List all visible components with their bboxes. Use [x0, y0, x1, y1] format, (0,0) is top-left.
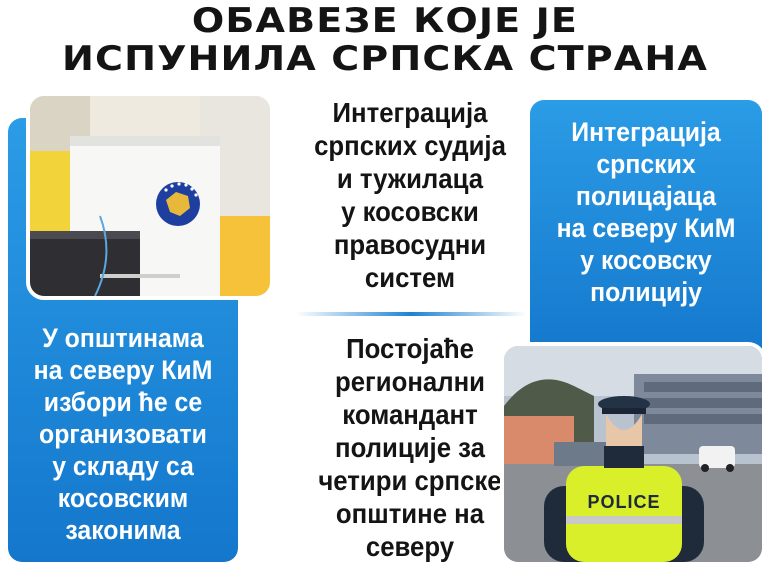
judges-line: правосудни — [333, 229, 487, 260]
commander-line: четири српске — [318, 465, 502, 496]
police-line: на северу КиМ — [556, 213, 736, 243]
commander-line: Постојаће — [346, 333, 474, 364]
police-line: полицајаца — [575, 181, 717, 211]
elections-line: организовати — [39, 419, 207, 449]
elections-line: у складу са — [52, 451, 194, 481]
elections-line: косовским — [57, 483, 189, 513]
elections-line: на северу КиМ — [33, 355, 213, 385]
judges-line: у косовски — [341, 196, 479, 227]
judges-text — [300, 96, 521, 294]
police-officer-photo — [500, 342, 766, 566]
commander-line: регионални — [334, 366, 486, 397]
police-integration-text — [541, 116, 751, 308]
section-divider — [296, 312, 526, 316]
elections-line: избори ће се — [43, 387, 203, 417]
judges-line: и тужилаца — [336, 163, 484, 194]
judges-line: систем — [364, 262, 456, 293]
elections-text — [19, 322, 227, 546]
commander-line: северу — [365, 531, 455, 562]
regional-commander-text — [294, 332, 526, 563]
headline-line-1: ОБАВЕЗЕ КОЈЕ ЈЕ — [191, 1, 579, 41]
elections-line: У општинама — [42, 323, 204, 353]
vest-label: POLICE — [587, 492, 661, 512]
police-line: у косовску — [580, 245, 712, 275]
commander-line: командант — [342, 399, 478, 430]
commander-line: општине на — [335, 498, 485, 529]
police-line: српских — [596, 149, 696, 179]
judges-line: српских судија — [314, 130, 506, 161]
police-line: полицију — [590, 277, 702, 307]
commander-line: полиције за — [335, 432, 485, 463]
police-line: Интеграција — [571, 117, 721, 147]
police-officer-image — [504, 346, 762, 562]
ballot-box-photo — [26, 92, 274, 300]
headline-line-2: ИСПУНИЛА СРПСКА СТРАНА — [62, 39, 708, 79]
elections-line: законима — [65, 515, 181, 545]
judges-line: Интеграција — [332, 97, 488, 128]
ballot-box-image — [30, 96, 270, 296]
